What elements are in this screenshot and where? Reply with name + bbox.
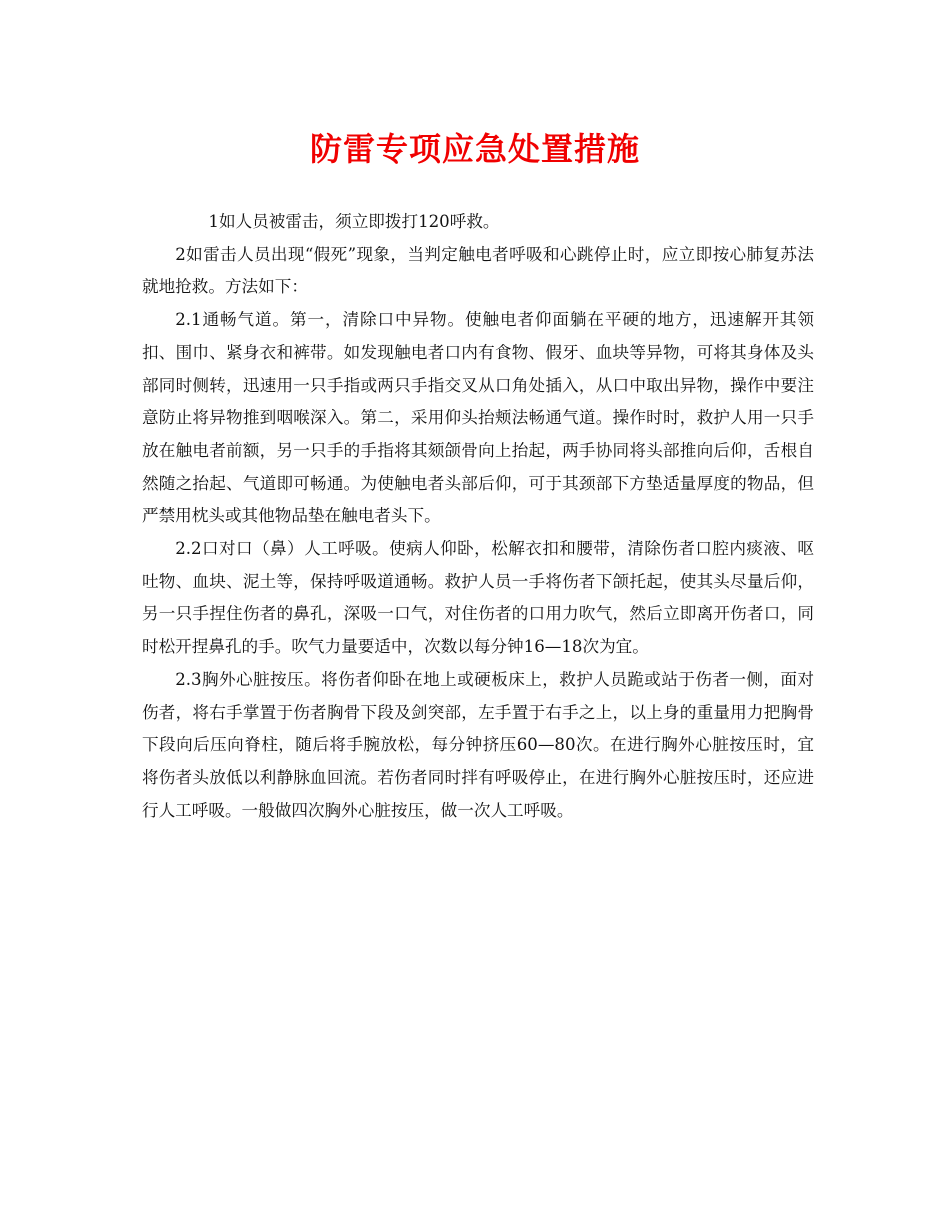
paragraph-2-cpr-intro: 2如雷击人员出现“假死”现象，当判定触电者呼吸和心跳停止时，应立即按心肺复苏法就地抢救。方法如下： <box>142 244 814 297</box>
page-title: 防雷专项应急处置措施 <box>309 130 640 168</box>
paragraph-1-call-120: 1如人员被雷击，须立即拨打120呼救。 <box>208 212 500 231</box>
document-body <box>142 206 814 827</box>
paragraph-2-2-rescue-breathing: 2.2口对口（鼻）人工呼吸。使病人仰卧，松解衣扣和腰带，清除伤者口腔内痰液、呕吐物、血块、泥土等，保持呼吸道通畅。救护人员一手将伤者下颌托起，使其头尽量后仰，另一只手捏住伤者的鼻孔，深吸一口气，对住伤者的口用力吹气，然后立即离开伤者口，同时松开捏鼻孔的手。吹气力量要适中，次数以每分钟16—18次为宜。 <box>142 539 814 657</box>
paragraph-2-1-airway: 2.1通畅气道。第一，清除口中异物。使触电者仰面躺在平硬的地方，迅速解开其领扣、围巾、紧身衣和裤带。如发现触电者口内有食物、假牙、血块等异物，可将其身体及头部同时侧转，迅速用一只手指或两只手指交叉从口角处插入，从口中取出异物，操作中要注意防止将异物推到咽喉深入。第二，采用仰头抬颊法畅通气道。操作时时，救护人用一只手放在触电者前额，另一只手的手指将其颏颌骨向上抬起，两手协同将头部推向后仰，舌根自然随之抬起、气道即可畅通。为使触电者头部后仰，可于其颈部下方垫适量厚度的物品，但严禁用枕头或其他物品垫在触电者头下。 <box>142 310 814 526</box>
paragraph-2-3-chest-compression: 2.3胸外心脏按压。将伤者仰卧在地上或硬板床上，救护人员跪或站于伤者一侧，面对伤者，将右手掌置于伤者胸骨下段及剑突部，左手置于右手之上，以上身的重量用力把胸骨下段向后压向脊柱，随后将手腕放松，每分钟挤压60—80次。在进行胸外心脏按压时，宜将伤者头放低以利静脉血回流。若伤者同时拌有呼吸停止，在进行胸外心脏按压时，还应进行人工呼吸。一般做四次胸外心脏按压，做一次人工呼吸。 <box>142 669 814 820</box>
